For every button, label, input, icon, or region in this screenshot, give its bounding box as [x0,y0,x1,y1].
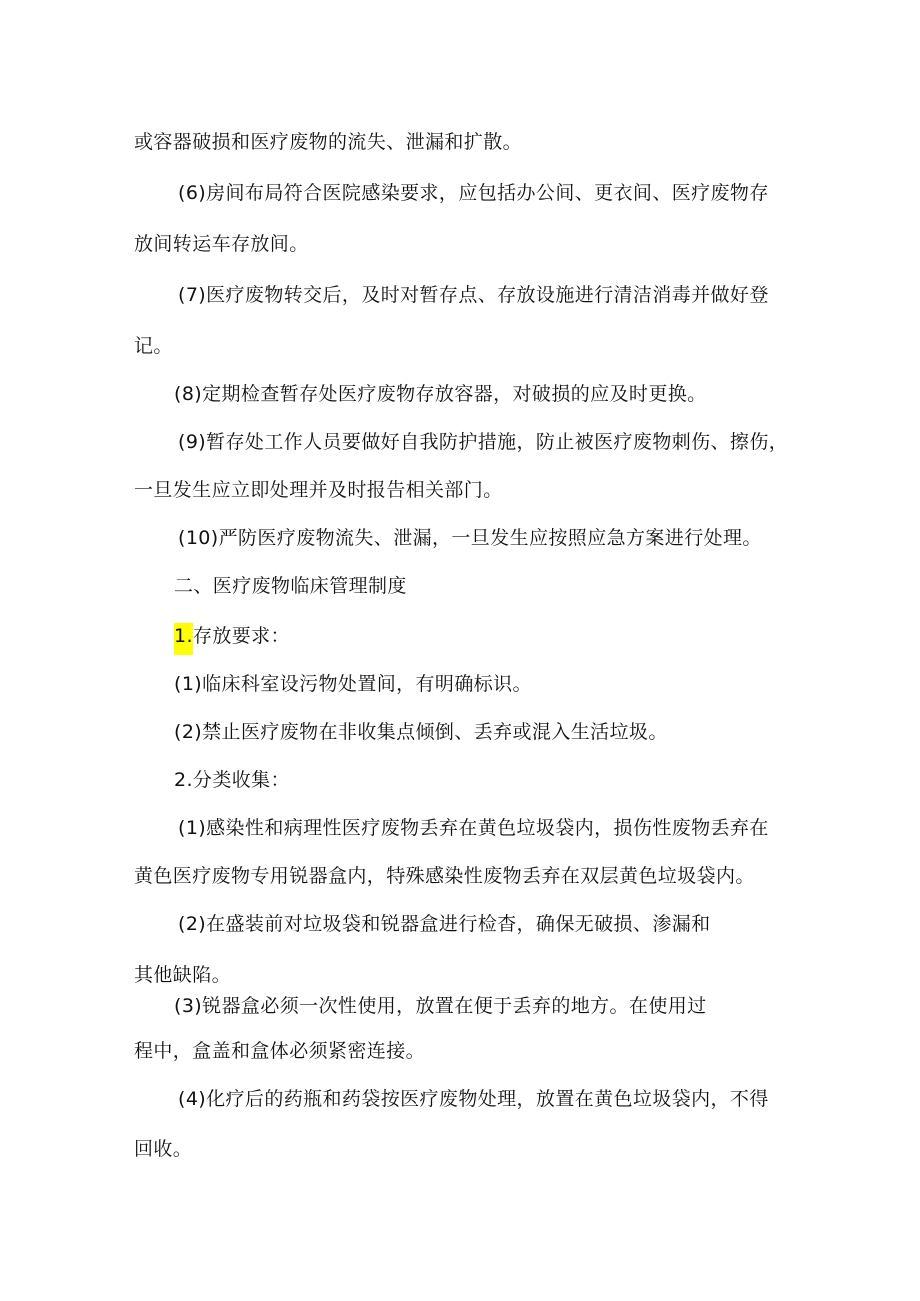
text-line-12: (1)临床科室设污物处置间，有明确标识。 [174,673,532,695]
text-line-4: (7)医疗废物转交后，及时对暂存点、存放设施进行清洁消毒并做好登 [178,284,769,306]
text-line-6: (8)定期检查暂存处医疗废物存放容器，对破损的应及时更换。 [174,383,707,405]
text-line-15: (1)感染性和病理性医疗废物丢弃在黄色垃圾袋内，损伤性废物丢弃在 [178,817,769,839]
text-line-2: (6)房间布局符合医院感染要求，应包括办公间、更衣间、医疗废物存 [178,182,769,204]
text-line-9: (10)严防医疗废物流失、泄漏，一旦发生应按照应急方案进行处理。 [178,527,762,549]
text-line-3: 放间转运车存放间。 [134,233,309,255]
text-line-22: 回收。 [134,1138,193,1160]
text-line-18: 其他缺陷。 [134,964,232,986]
text-line-21: (4)化疗后的药瓶和药袋按医疗废物处理，放置在黄色垃圾袋内，不得 [178,1088,769,1110]
text-line-20: 程中，盒盖和盒体必须紧密连接。 [134,1040,426,1062]
text-line-8: 一旦发生应立即处理并及时报告相关部门。 [134,479,503,501]
text-line-11 [174,624,290,648]
subheading-storage: 存放要求： [192,625,290,647]
text-line-1: 或容器破损和医疗废物的流失、泄漏和扩散。 [134,131,523,153]
highlighted-number: 1. [174,623,193,655]
section-heading: 二、医疗废物临床管理制度 [174,575,407,597]
text-line-5: 记。 [134,335,173,357]
text-line-7: (9)暂存处工作人员要做好自我防护措施，防止被医疗废物刺伤、擦伤， [178,431,789,453]
text-line-16: 黄色医疗废物专用锐器盒内，特殊感染性废物丢弃在双层黄色垃圾袋内。 [134,865,755,887]
text-line-13: (2)禁止医疗废物在非收集点倾倒、丢弃或混入生活垃圾。 [174,721,668,743]
subheading-classification: 2.分类收集： [174,769,290,791]
text-line-19: (3)锐器盒必须一次性使用，放置在便于丢弃的地方。在使用过 [174,995,707,1017]
text-line-17: (2)在盛装前对垃圾袋和锐器盒进行检杳，确保无破损、渗漏和 [178,913,711,935]
